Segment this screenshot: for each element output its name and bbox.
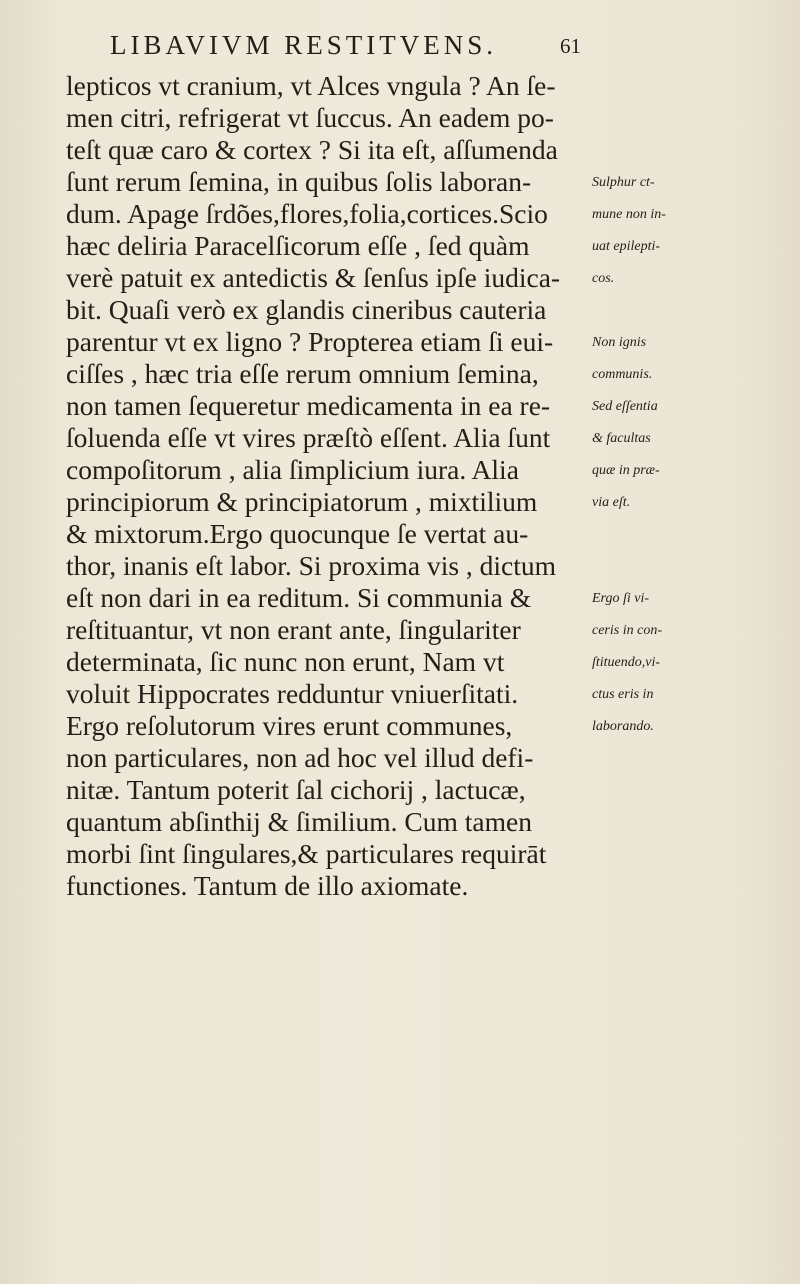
- text-line: ſunt rerum ſemina, in quibus ſolis laboran-: [66, 166, 532, 197]
- text-line: determinata, ſic nunc non erunt, Nam vt: [66, 646, 505, 677]
- margin-note: ſtituendo,vi-: [592, 655, 661, 670]
- text-line: parentur vt ex ligno ? Propterea etiam ſi eui-: [66, 326, 554, 357]
- margin-note: via eſt.: [592, 495, 631, 510]
- text-line: voluit Hippocrates redduntur vniuerſitati.: [66, 678, 519, 709]
- text-line: ciſſes , hæc tria eſſe rerum omnium ſemina,: [66, 358, 539, 389]
- body-text: [66, 70, 586, 902]
- text-line: non tamen ſequeretur medicamenta in ea re-: [66, 390, 551, 421]
- text-line: verè patuit ex antedictis & ſenſus ipſe iudica-: [66, 262, 561, 293]
- text-line: nitæ. Tantum poterit ſal cichorij , lactucæ,: [66, 774, 526, 805]
- margin-note: uat epilepti-: [592, 239, 661, 254]
- text-line: reſtituantur, vt non erant ante, ſingulariter: [66, 614, 521, 645]
- margin-note: communis.: [592, 367, 653, 382]
- margin-note: Ergo ſi vi-: [592, 591, 650, 606]
- text-line: thor, inanis eſt labor. Si proxima vis , dictum: [66, 550, 557, 581]
- page-number: 61: [560, 34, 581, 58]
- margin-note: ctus eris in: [592, 687, 654, 702]
- text-line: & mixtorum.Ergo quocunque ſe vertat au-: [66, 518, 529, 549]
- text-line: men citri, refrigerat vt ſuccus. An eadem po-: [66, 102, 554, 133]
- text-line: dum. Apage ſrdões,flores,folia,cortices.Scio: [66, 198, 548, 229]
- text-line: teſt quæ caro & cortex ? Si ita eſt, aſſumenda: [66, 134, 558, 165]
- margin-note: & facultas: [592, 431, 651, 446]
- text-line: non particulares, non ad hoc vel illud defi-: [66, 742, 534, 773]
- margin-note: quæ in præ-: [592, 463, 660, 478]
- margin-note: Sulphur ct-: [592, 175, 655, 190]
- running-head: LIBAVIVM RESTITVENS.: [110, 30, 498, 60]
- text-line: bit. Quaſi verò ex glandis cineribus cauteria: [66, 294, 547, 325]
- text-line: compoſitorum , alia ſimplicium iura. Alia: [66, 454, 519, 485]
- text-line: hæc deliria Paracelſicorum eſſe , ſed quàm: [66, 230, 530, 261]
- text-line: Ergo reſolutorum vires erunt communes,: [66, 710, 513, 741]
- margin-note: cos.: [592, 271, 615, 286]
- text-line: ſoluenda eſſe vt vires præſtò eſſent. Alia ſunt: [66, 422, 551, 453]
- margin-note: Sed eſſentia: [592, 399, 658, 414]
- text-line: lepticos vt cranium, vt Alces vngula ? An ſe-: [66, 70, 556, 101]
- text-line: functiones. Tantum de illo axiomate.: [66, 870, 469, 901]
- margin-note: Non ignis: [592, 335, 647, 350]
- text-line: morbi ſint ſingulares,& particulares requirāt: [66, 838, 547, 869]
- margin-note: mune non in-: [592, 207, 666, 222]
- text-line: eſt non dari in ea reditum. Si communia &: [66, 582, 532, 613]
- margin-note: ceris in con-: [592, 623, 662, 638]
- text-line: principiorum & principiatorum , mixtilium: [66, 486, 538, 517]
- margin-note: laborando.: [592, 719, 654, 734]
- text-line: quantum abſinthij & ſimilium. Cum tamen: [66, 806, 532, 837]
